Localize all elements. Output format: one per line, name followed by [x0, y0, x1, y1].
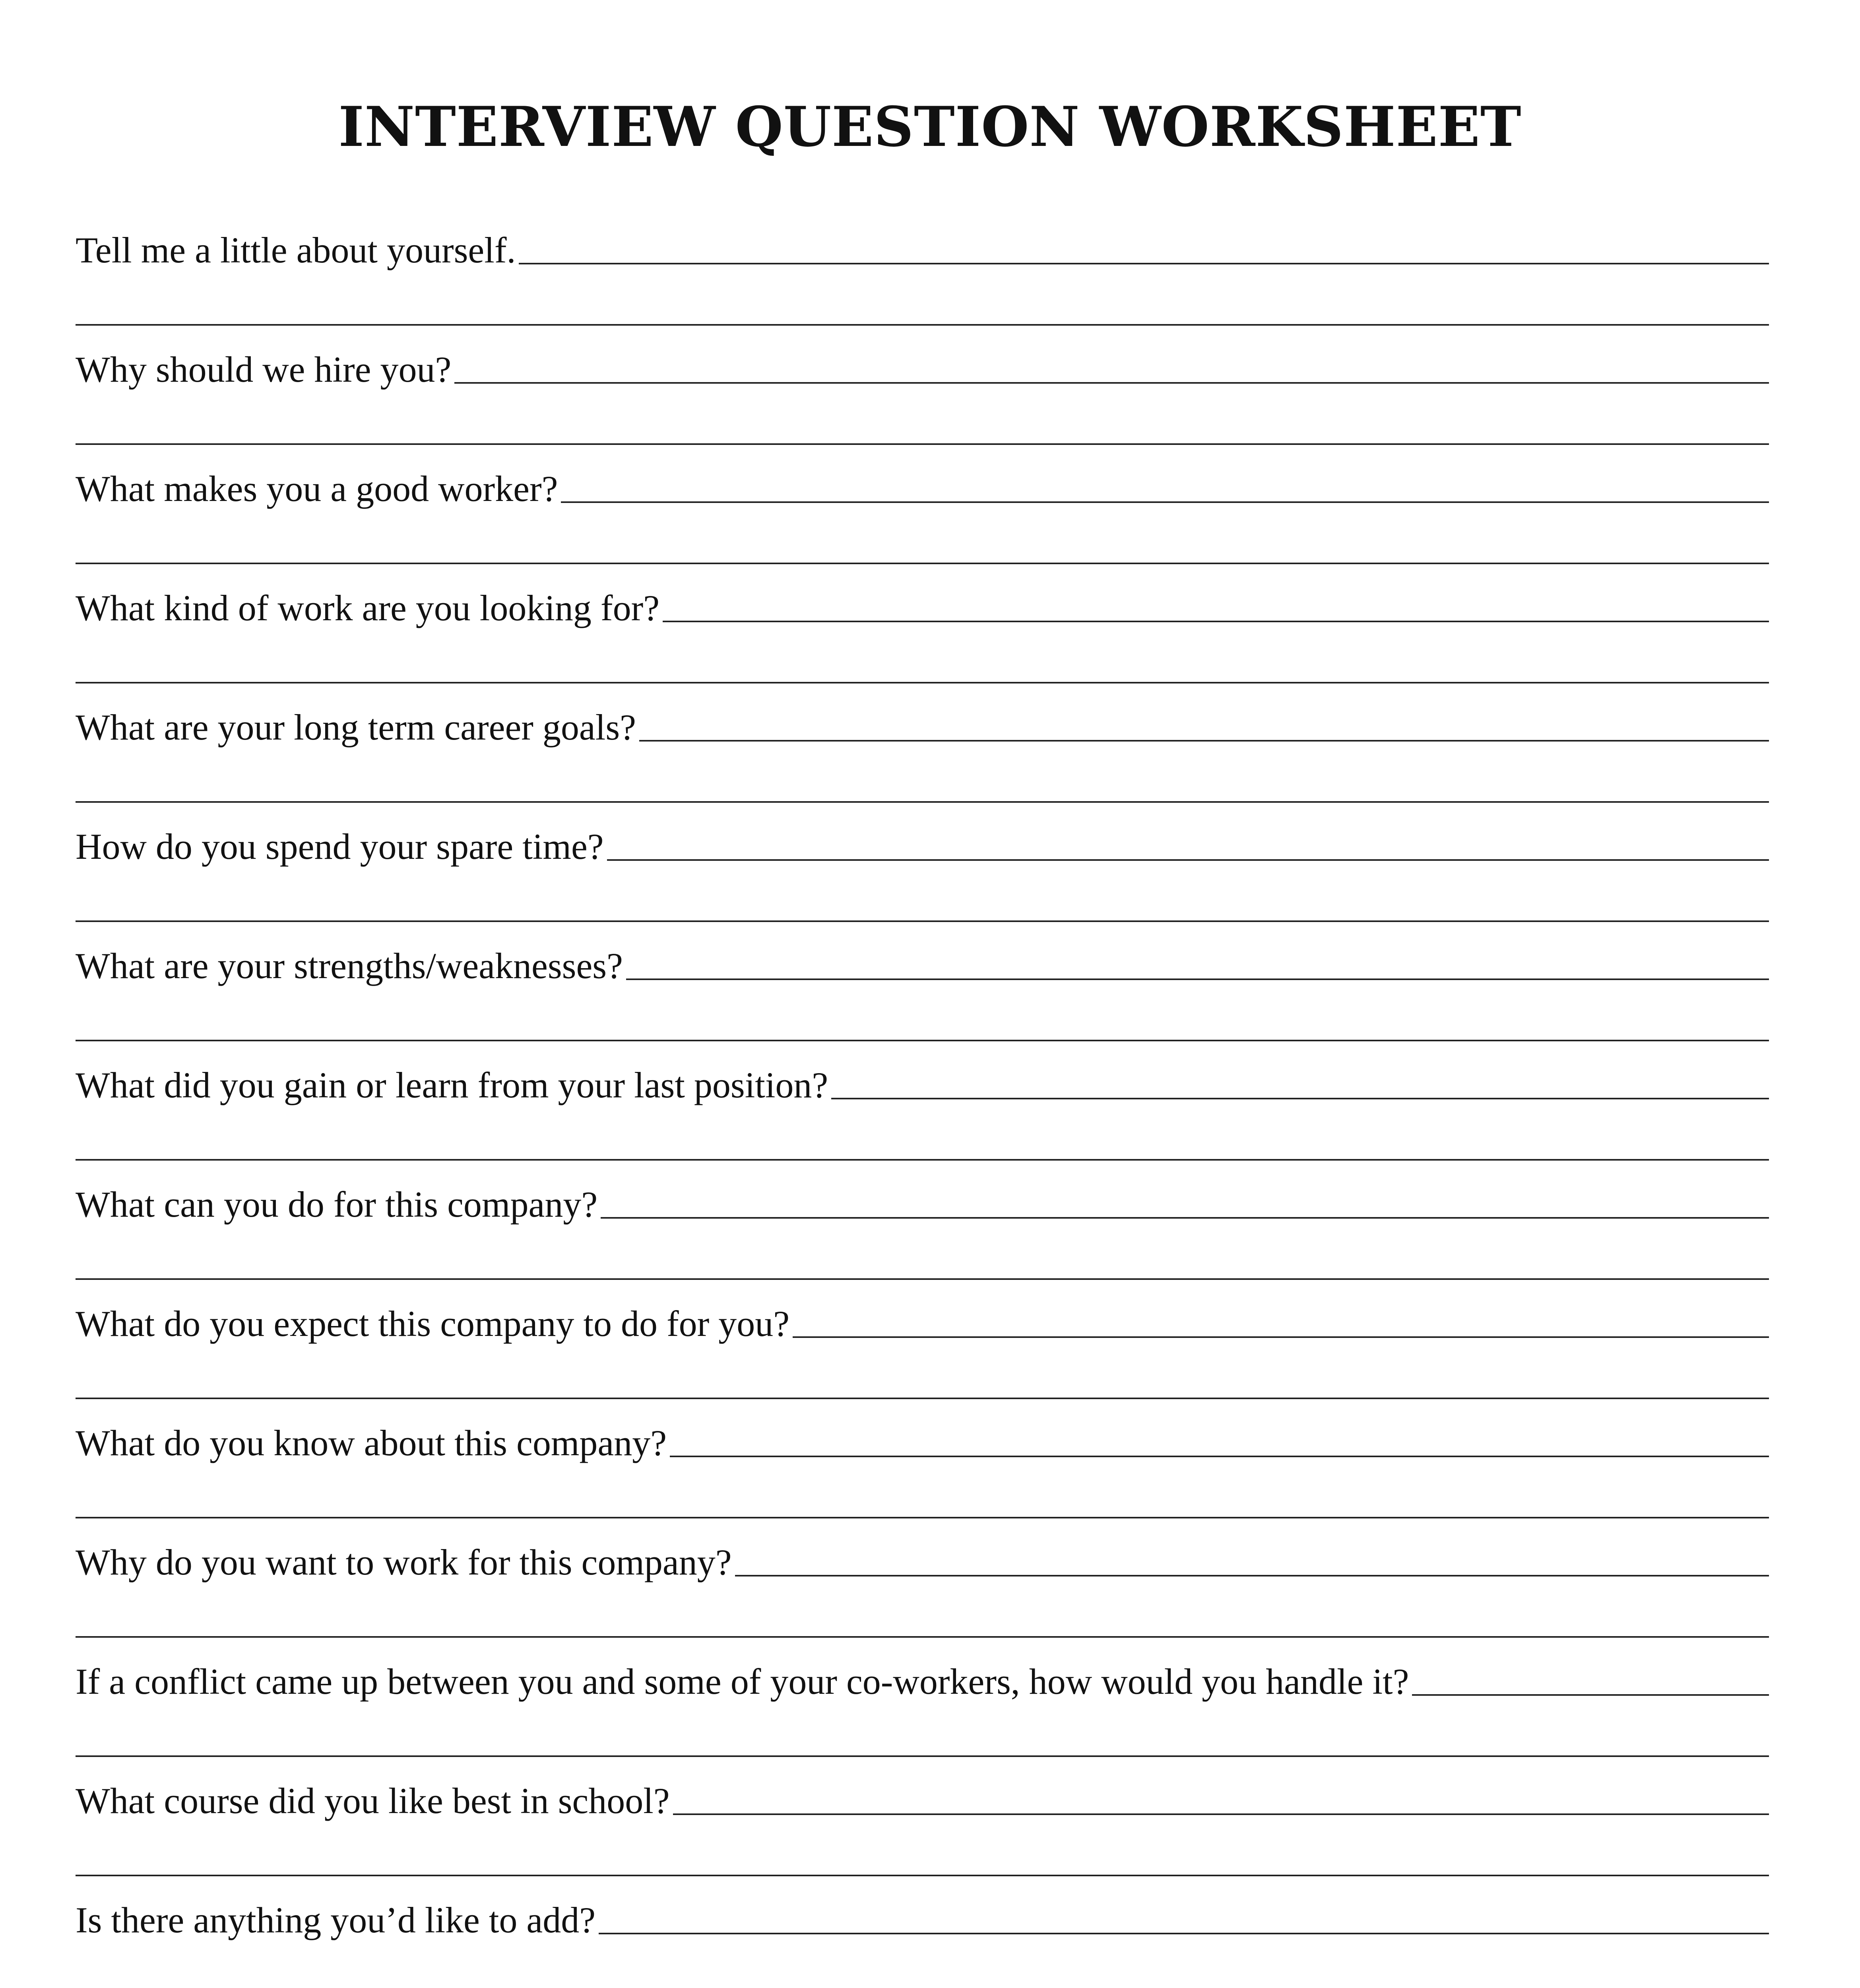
question-item: [76, 567, 1769, 686]
question-text: What did you gain or learn from your last position?: [76, 1065, 828, 1105]
answer-line[interactable]: [793, 1336, 1769, 1338]
question-item: [76, 1282, 1769, 1402]
answer-line[interactable]: [663, 621, 1769, 622]
answer-line[interactable]: [76, 1517, 1769, 1518]
question-text: If a conflict came up between you and some of your co-workers, how would you handle it?: [76, 1661, 1409, 1702]
answer-line[interactable]: [639, 740, 1769, 742]
answer-line[interactable]: [601, 1217, 1769, 1219]
question-item: [76, 1759, 1769, 1879]
question-text: Why do you want to work for this company?: [76, 1542, 732, 1582]
question-text: What do you expect this company to do for you?: [76, 1303, 790, 1344]
answer-line[interactable]: [76, 920, 1769, 922]
question-item: [76, 1640, 1769, 1759]
answer-line[interactable]: [561, 501, 1769, 503]
question-item: [76, 209, 1769, 328]
answer-line[interactable]: [76, 1398, 1769, 1399]
question-item: [76, 328, 1769, 447]
answer-line[interactable]: [76, 1159, 1769, 1161]
answer-line[interactable]: [831, 1098, 1769, 1099]
answer-line[interactable]: [76, 1278, 1769, 1280]
answer-line[interactable]: [599, 1933, 1769, 1934]
question-text: What kind of work are you looking for?: [76, 588, 660, 628]
answer-line[interactable]: [607, 859, 1769, 861]
question-item: [76, 924, 1769, 1044]
worksheet-title: INTERVIEW QUESTION WORKSHEET: [338, 94, 1522, 159]
question-text: How do you spend your spare time?: [76, 826, 604, 867]
question-text: What are your long term career goals?: [76, 707, 636, 747]
answer-line[interactable]: [673, 1813, 1769, 1815]
question-text: What do you know about this company?: [76, 1423, 667, 1463]
question-text: What course did you like best in school?: [76, 1780, 670, 1821]
answer-line[interactable]: [76, 682, 1769, 683]
answer-line[interactable]: [1412, 1694, 1769, 1696]
question-item: [76, 805, 1769, 924]
question-text: What are your strengths/weaknesses?: [76, 945, 623, 986]
question-item: [76, 1879, 1769, 1988]
question-text: Is there anything you’d like to add?: [76, 1900, 596, 1940]
answer-line[interactable]: [76, 443, 1769, 445]
answer-line[interactable]: [76, 324, 1769, 326]
question-item: [76, 1402, 1769, 1521]
answer-line[interactable]: [76, 1040, 1769, 1041]
answer-line[interactable]: [519, 263, 1769, 264]
answer-line[interactable]: [626, 978, 1769, 980]
answer-line[interactable]: [735, 1575, 1769, 1576]
question-item: [76, 686, 1769, 805]
question-item: [76, 1044, 1769, 1163]
question-text: What makes you a good worker?: [76, 468, 558, 509]
answer-line[interactable]: [76, 1755, 1769, 1757]
answer-line[interactable]: [76, 1875, 1769, 1876]
question-text: Why should we hire you?: [76, 349, 452, 390]
question-list: [76, 209, 1769, 1988]
answer-line[interactable]: [76, 801, 1769, 803]
question-item: [76, 1163, 1769, 1282]
question-item: [76, 1521, 1769, 1640]
answer-line[interactable]: [76, 1636, 1769, 1638]
answer-line[interactable]: [76, 563, 1769, 564]
answer-line[interactable]: [454, 382, 1769, 384]
answer-line[interactable]: [670, 1456, 1769, 1457]
question-text: Tell me a little about yourself.: [76, 230, 516, 270]
question-item: [76, 447, 1769, 567]
question-text: What can you do for this company?: [76, 1184, 598, 1225]
